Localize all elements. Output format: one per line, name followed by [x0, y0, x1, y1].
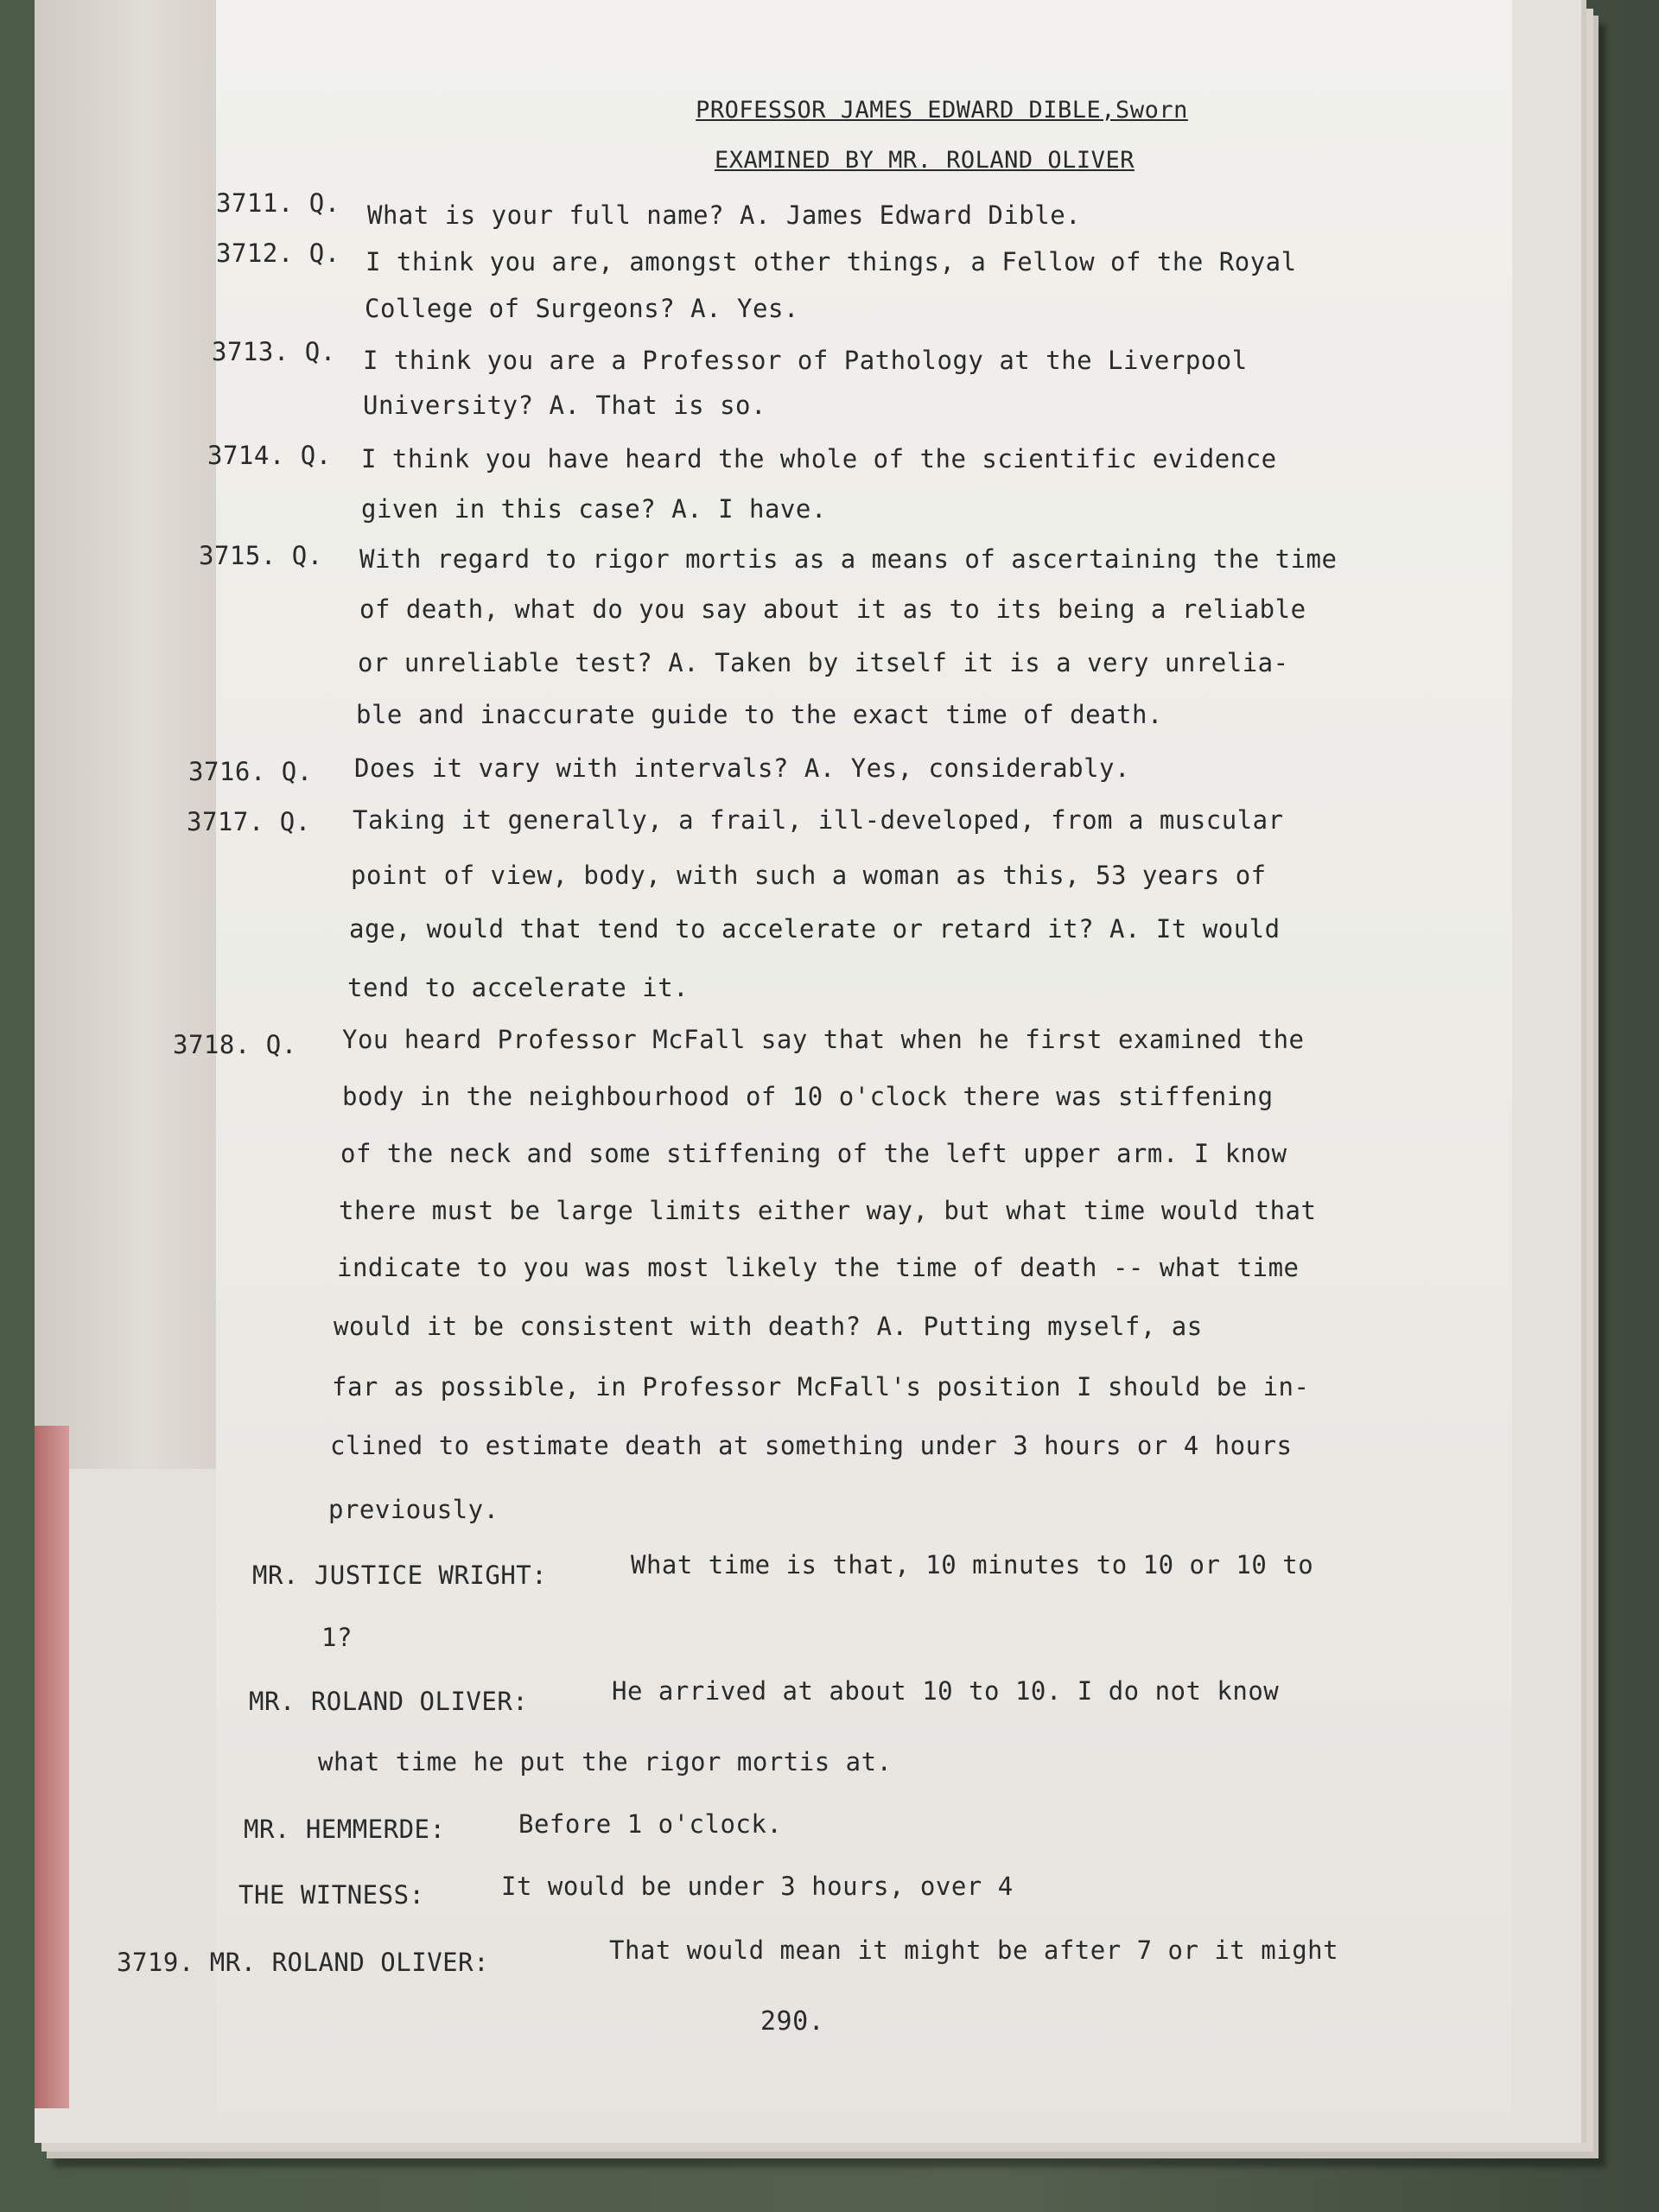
speaker-name: MR. JUSTICE WRIGHT:: [252, 1560, 548, 1590]
entry-line: tend to accelerate it.: [347, 973, 690, 1002]
entry-line: ble and inaccurate guide to the exact time of death.: [356, 700, 1163, 729]
entry-line: far as possible, in Professor McFall's position I should be in-: [332, 1372, 1310, 1402]
entry-line: You heard Professor McFall say that when he first examined the: [342, 1025, 1305, 1054]
entry-number: 3712. Q.: [216, 238, 340, 268]
entry-number: 3715. Q.: [199, 541, 323, 570]
speaker-name: 3719. MR. ROLAND OLIVER:: [117, 1948, 490, 1977]
entry-line: I think you have heard the whole of the scientific evidence: [361, 444, 1277, 474]
entry-line: indicate to you was most likely the time of death -- what time: [337, 1253, 1300, 1282]
speaker-line: That would mean it might be after 7 or it might: [609, 1936, 1339, 1965]
entry-number: 3713. Q.: [212, 337, 336, 366]
entry-line: would it be consistent with death? A. Putting myself, as: [334, 1312, 1203, 1341]
entry-line: of death, what do you say about it as to its being a reliable: [359, 594, 1306, 624]
entry-line: What is your full name? A. James Edward Dible.: [367, 200, 1082, 230]
entry-number: 3711. Q.: [216, 188, 340, 218]
entry-line: clined to estimate death at something under 3 hours or 4 hours: [330, 1431, 1293, 1460]
speaker-line: Before 1 o'clock.: [518, 1809, 783, 1839]
entry-line: point of view, body, with such a woman as this, 53 years of: [351, 861, 1267, 890]
entry-number: 3718. Q.: [173, 1030, 297, 1059]
entry-line: age, would that tend to accelerate or retard it? A. It would: [349, 914, 1281, 944]
transcript-page: [117, 0, 1512, 2113]
binding-edge: [35, 1426, 69, 2108]
left-page: [35, 0, 222, 1469]
speaker-name: MR. ROLAND OLIVER:: [249, 1687, 529, 1716]
witness-heading: PROFESSOR JAMES EDWARD DIBLE,Sworn: [696, 97, 1188, 124]
entry-line: With regard to rigor mortis as a means of ascertaining the time: [359, 544, 1338, 574]
entry-line: Does it vary with intervals? A. Yes, considerably.: [354, 753, 1130, 783]
entry-line: College of Surgeons? A. Yes.: [365, 294, 799, 323]
speaker-line: It would be under 3 hours, over 4: [501, 1872, 1014, 1901]
speaker-name: THE WITNESS:: [238, 1880, 425, 1910]
entry-line: there must be large limits either way, but what time would that: [339, 1196, 1317, 1225]
entry-line: I think you are, amongst other things, a Fellow of the Royal: [365, 247, 1297, 276]
speaker-line: He arrived at about 10 to 10. I do not know: [612, 1676, 1280, 1706]
examination-subheading: EXAMINED BY MR. ROLAND OLIVER: [715, 147, 1135, 174]
entry-line: body in the neighbourhood of 10 o'clock there was stiffening: [342, 1082, 1274, 1111]
entry-line: previously.: [328, 1495, 499, 1524]
entry-line: given in this case? A. I have.: [361, 494, 827, 524]
entry-line: of the neck and some stiffening of the left upper arm. I know: [340, 1139, 1287, 1168]
entry-line: University? A. That is so.: [363, 391, 766, 420]
speaker-name: MR. HEMMERDE:: [244, 1815, 446, 1844]
page-stack: [35, 0, 1586, 2143]
entry-number: 3716. Q.: [188, 757, 313, 786]
entry-number: 3714. Q.: [207, 441, 332, 470]
speaker-line: what time he put the rigor mortis at.: [318, 1747, 893, 1777]
entry-line: Taking it generally, a frail, ill-developed, from a muscular: [353, 805, 1284, 835]
entry-line: I think you are a Professor of Pathology at the Liverpool: [363, 346, 1248, 375]
entry-number: 3717. Q.: [187, 807, 311, 836]
entry-line: or unreliable test? A. Taken by itself it is a very unrelia-: [358, 648, 1289, 677]
page-number: 290.: [760, 2006, 825, 2037]
speaker-line: 1?: [321, 1623, 353, 1652]
speaker-line: What time is that, 10 minutes to 10 or 10 to: [631, 1550, 1314, 1580]
